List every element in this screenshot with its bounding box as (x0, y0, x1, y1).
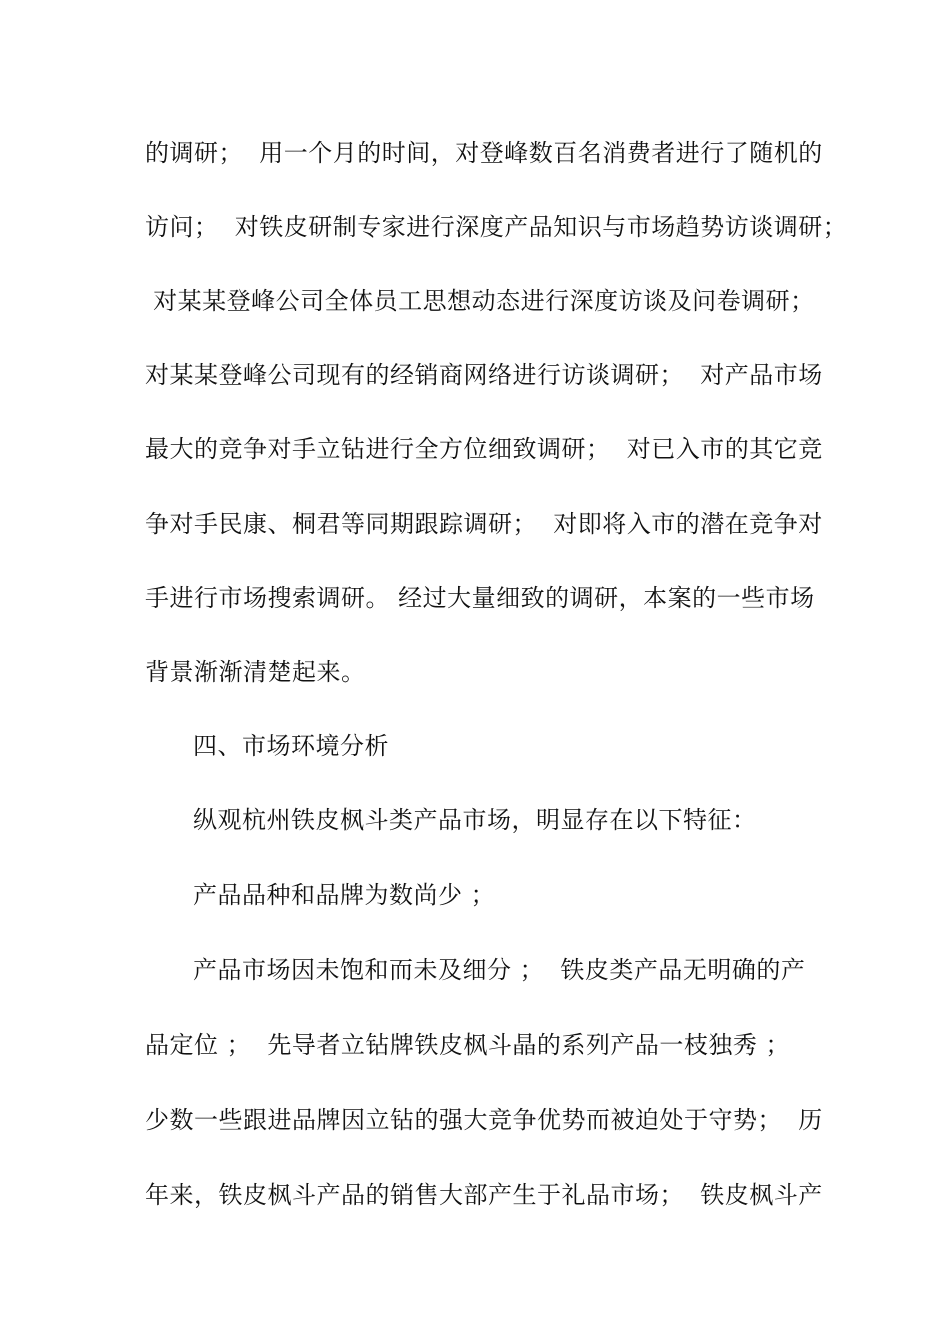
paragraph-line: 少数一些跟进品牌因立钻的强大竞争优势而被迫处于守势； 历 (145, 1106, 823, 1134)
paragraph-line: 最大的竞争对手立钻进行全方位细致调研； 对已入市的其它竞 (145, 435, 823, 463)
paragraph-line: 对某某登峰公司现有的经销商网络进行访谈调研； 对产品市场 (145, 361, 823, 389)
section-heading: 四、市场环境分析 (193, 732, 389, 760)
paragraph-line: 产品市场因未饱和而未及细分 ； 铁皮类产品无明确的产 (193, 956, 806, 984)
feature-item: 产品品种和品牌为数尚少 ； (193, 881, 496, 909)
intro-paragraph: 纵观杭州铁皮枫斗类产品市场，明显存在以下特征： (193, 806, 757, 834)
paragraph-line: 争对手民康、桐君等同期跟踪调研； 对即将入市的潜在竞争对 (145, 510, 823, 538)
paragraph-line: 背景渐渐清楚起来。 (145, 658, 366, 686)
paragraph-line: 的调研； 用一个月的时间，对登峰数百名消费者进行了随机的 (145, 139, 823, 167)
paragraph-line: 品定位 ； 先导者立钻牌铁皮枫斗晶的系列产品一枝独秀 ； (145, 1031, 791, 1059)
paragraph-line: 手进行市场搜索调研。 经过大量细致的调研，本案的一些市场 (145, 584, 815, 612)
paragraph-line: 访问； 对铁皮研制专家进行深度产品知识与市场趋势访谈调研； (145, 213, 848, 241)
paragraph-line: 年来，铁皮枫斗产品的销售大部产生于礼品市场； 铁皮枫斗产 (145, 1181, 823, 1209)
paragraph-line: 对某某登峰公司全体员工思想动态进行深度访谈及问卷调研； (145, 287, 815, 315)
